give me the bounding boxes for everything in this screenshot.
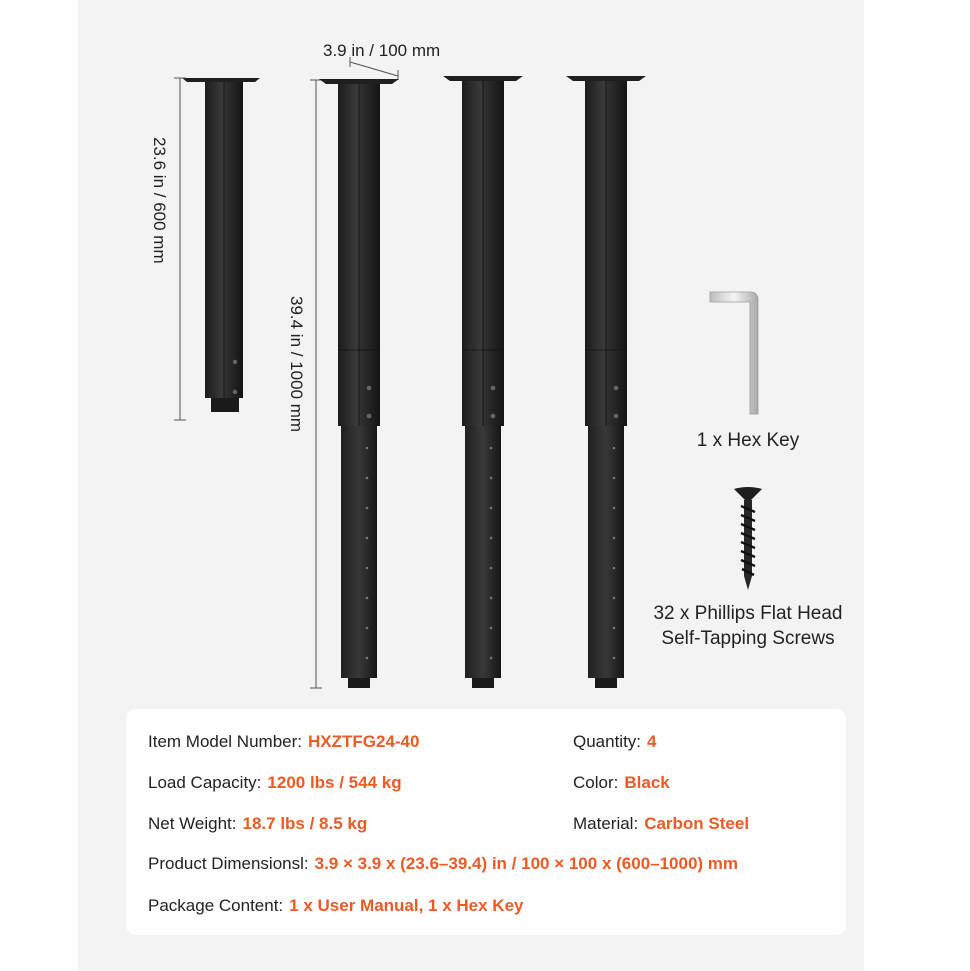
extended-table-leg-2 (443, 76, 523, 688)
specifications-card (126, 709, 846, 935)
product-illustration (78, 0, 864, 700)
spec-label: Load Capacity: (148, 773, 262, 792)
spec-model-number (148, 732, 419, 752)
spec-label: Item Model Number: (148, 732, 302, 751)
screws-label-line-1: 32 x Phillips Flat Head (653, 603, 843, 624)
spec-quantity (573, 732, 657, 752)
spec-label: Material: (573, 814, 639, 833)
short-leg-height-label: 23.6 in / 600 mm (150, 137, 169, 264)
product-panel (78, 0, 864, 971)
spec-label: Color: (573, 773, 619, 792)
spec-material (573, 814, 749, 834)
tall-leg-dimension-line (310, 80, 322, 688)
spec-value: 4 (647, 732, 657, 751)
spec-label: Package Content: (148, 896, 284, 915)
screws-label-line-2: Self-Tapping Screws (661, 628, 835, 649)
spec-value: 3.9 × 3.9 x (23.6–39.4) in / 100 × 100 x (600–1000) mm (314, 854, 739, 873)
spec-load-capacity (148, 773, 402, 793)
spec-value: 18.7 lbs / 8.5 kg (242, 814, 368, 833)
short-table-leg (182, 78, 260, 412)
spec-label: Product Dimensionsl: (148, 854, 309, 873)
short-leg-dimension-line (174, 78, 186, 420)
screws-label (633, 601, 863, 651)
spec-value: Black (624, 773, 670, 792)
spec-label: Net Weight: (148, 814, 237, 833)
tall-leg-height-label: 39.4 in / 1000 mm (287, 296, 306, 433)
spec-package-content (148, 896, 524, 916)
width-dimension-label: 3.9 in / 100 mm (323, 41, 441, 60)
extended-table-leg-3 (566, 76, 646, 688)
spec-value: HXZTFG24-40 (308, 732, 420, 751)
hex-key-icon (710, 292, 758, 414)
screw-icon (734, 487, 762, 590)
spec-value: 1 x User Manual, 1 x Hex Key (289, 896, 524, 915)
spec-product-dimensions (148, 854, 738, 874)
extended-table-leg-1 (319, 79, 399, 688)
spec-color (573, 773, 670, 793)
spec-value: 1200 lbs / 544 kg (267, 773, 402, 792)
hex-key-label: 1 x Hex Key (696, 430, 800, 451)
spec-value: Carbon Steel (644, 814, 750, 833)
spec-net-weight (148, 814, 367, 834)
spec-label: Quantity: (573, 732, 642, 751)
